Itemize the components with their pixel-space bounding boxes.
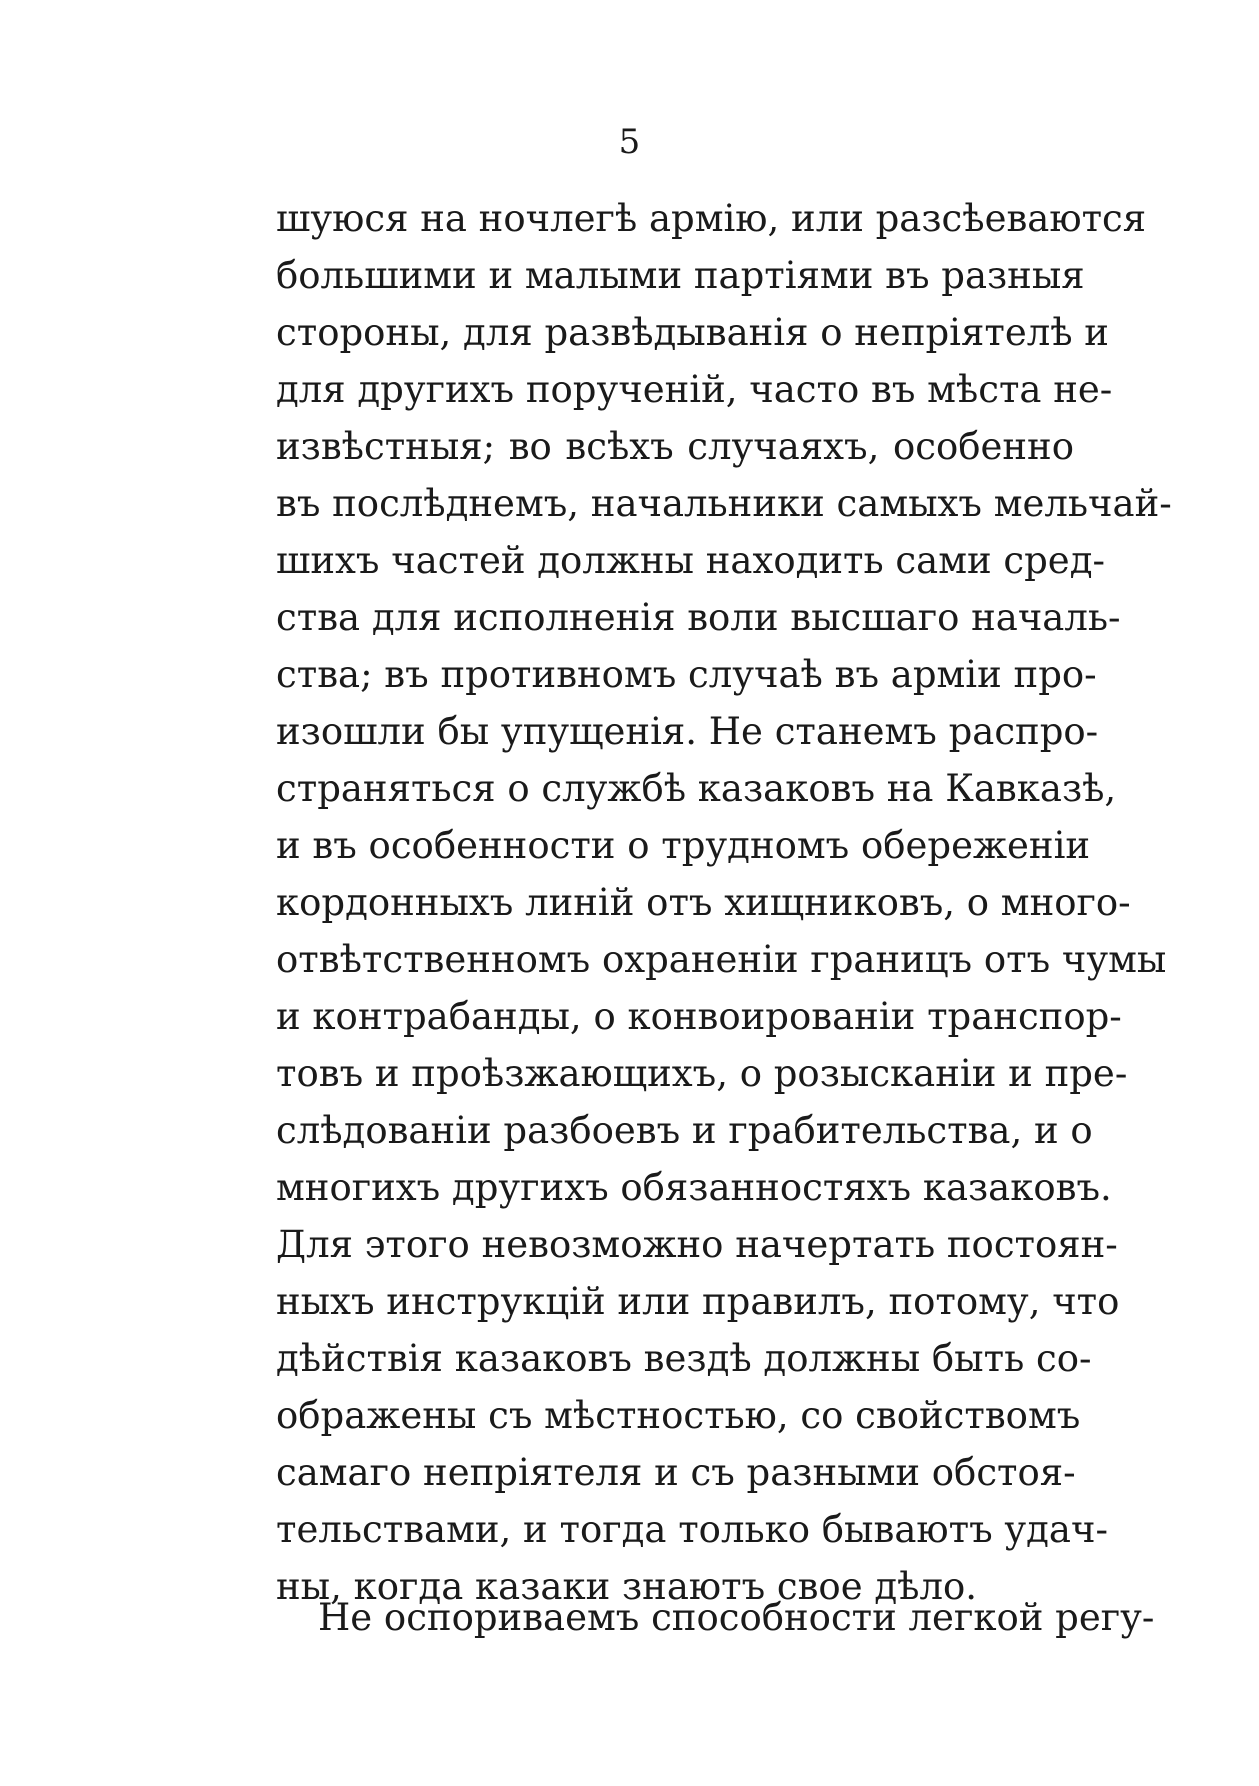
text-line: большими и малыми партіями въ разныя xyxy=(276,254,1085,297)
text-line: слѣдованіи разбоевъ и грабительства, и о xyxy=(276,1109,1093,1152)
text-line: для другихъ порученій, часто въ мѣста не- xyxy=(276,368,1113,411)
text-line: страняться о службѣ казаковъ на Кавказѣ, xyxy=(276,767,1117,810)
text-line: и контрабанды, о конвоированіи транспор- xyxy=(276,995,1122,1038)
text-line: въ послѣднемъ, начальники самыхъ мельчай- xyxy=(276,482,1172,525)
text-line: ныхъ инструкцій или правилъ, потому, что xyxy=(276,1280,1120,1323)
text-line: многихъ другихъ обязанностяхъ казаковъ. xyxy=(276,1166,1112,1209)
text-line: и въ особенности о трудномъ обереженіи xyxy=(276,824,1091,867)
text-line: тельствами, и тогда только бываютъ удач- xyxy=(276,1508,1108,1551)
text-line: Не оспориваемъ способности легкой регу- xyxy=(318,1596,1155,1639)
text-line: ображены съ мѣстностью, со свойствомъ xyxy=(276,1394,1081,1437)
paragraph-2 xyxy=(276,1589,1155,1646)
paragraph-1 xyxy=(276,190,1172,1615)
page-number: 5 xyxy=(618,122,641,162)
text-line: дѣйствія казаковъ вездѣ должны быть со- xyxy=(276,1337,1092,1380)
text-line: шихъ частей должны находить сами сред- xyxy=(276,539,1105,582)
text-line: ны, когда казаки знаютъ свое дѣло. xyxy=(276,1565,977,1608)
text-line: товъ и проѣзжающихъ, о розысканіи и пре- xyxy=(276,1052,1128,1095)
text-line: самаго непріятеля и съ разными обстоя- xyxy=(276,1451,1076,1494)
text-line: отвѣтственномъ охраненіи границъ отъ чумы xyxy=(276,938,1167,981)
text-line: стороны, для развѣдыванія о непріятелѣ и xyxy=(276,311,1109,354)
text-line: кордонныхъ линій отъ хищниковъ, о много- xyxy=(276,881,1131,924)
text-line: ства; въ противномъ случаѣ въ арміи про- xyxy=(276,653,1097,696)
text-line: извѣстныя; во всѣхъ случаяхъ, особенно xyxy=(276,425,1074,468)
text-line: ства для исполненія воли высшаго началь- xyxy=(276,596,1121,639)
text-line: изошли бы упущенія. Не станемъ распро- xyxy=(276,710,1099,753)
text-line: Для этого невозможно начертать постоян- xyxy=(276,1223,1118,1266)
text-line: шуюся на ночлегѣ армію, или разсѣеваются xyxy=(276,197,1147,240)
